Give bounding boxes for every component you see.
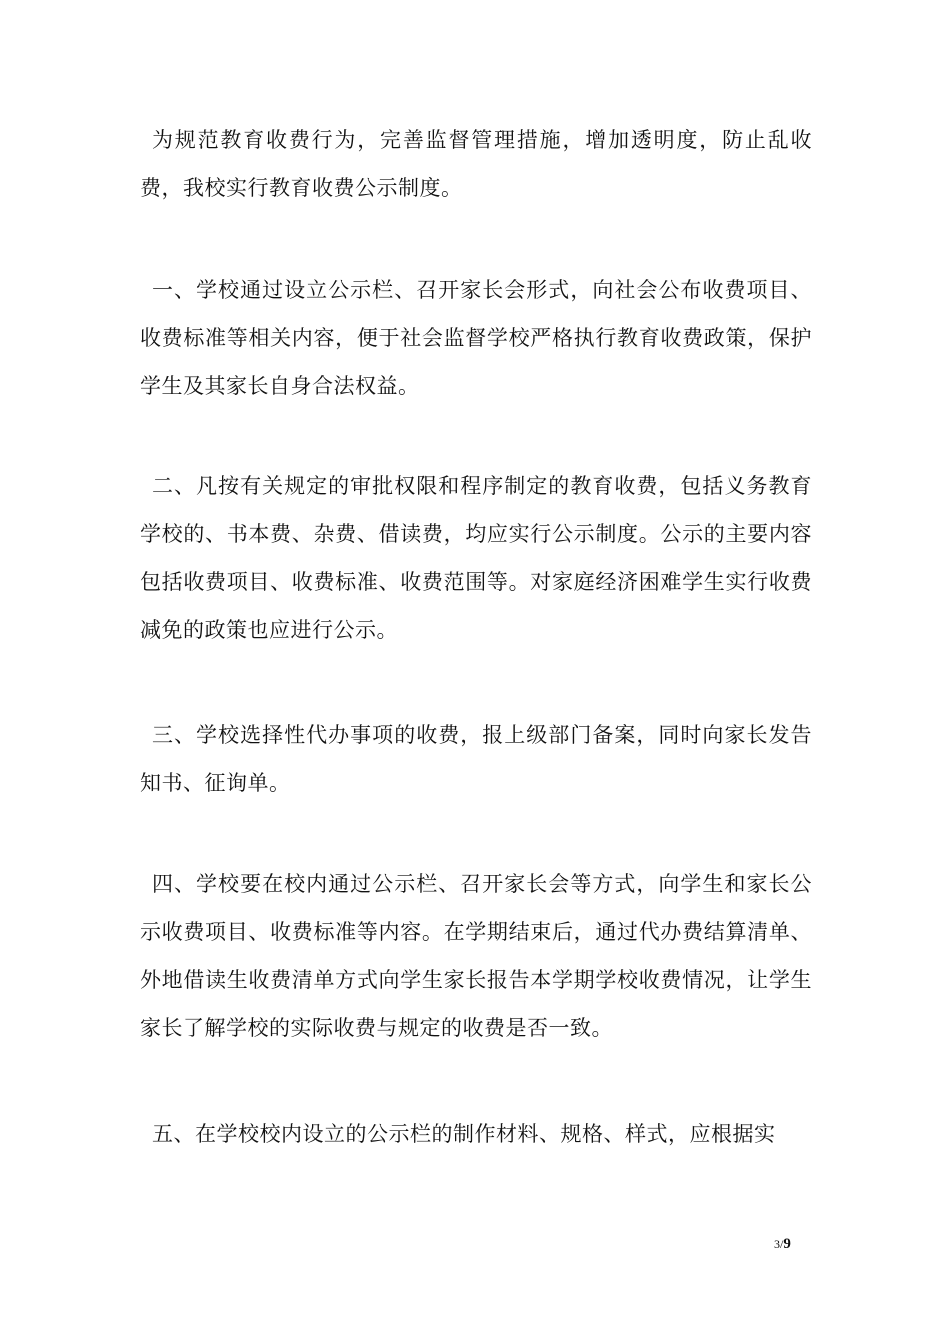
page-total: 9 (783, 1236, 791, 1252)
paragraph-item-2: 二、凡按有关规定的审批权限和程序制定的教育收费，包括义务教育学校的、书本费、杂费、借读费，均应实行公示制度。公示的主要内容包括收费项目、收费标准、收费范围等。对家庭经济困难学生实行收费减免的政策也应进行公示。 (140, 474, 812, 642)
page-separator: / (780, 1237, 784, 1251)
paragraph-intro: 为规范教育收费行为，完善监督管理措施，增加透明度，防止乱收费，我校实行教育收费公示制度。 (140, 128, 812, 200)
page-current: 3 (774, 1237, 780, 1251)
paragraph-item-3: 三、学校选择性代办事项的收费，报上级部门备案，同时向家长发告知书、征询单。 (140, 723, 812, 795)
paragraph-item-1: 一、学校通过设立公示栏、召开家长会形式，向社会公布收费项目、收费标准等相关内容，便于社会监督学校严格执行教育收费政策，保护学生及其家长自身合法权益。 (140, 278, 812, 398)
paragraph-item-5: 五、在学校校内设立的公示栏的制作材料、规格、样式，应根据实 (152, 1122, 776, 1146)
page-number (774, 1236, 791, 1252)
paragraph-item-4: 四、学校要在校内通过公示栏、召开家长会等方式，向学生和家长公示收费项目、收费标准等内容。在学期结束后，通过代办费结算清单、外地借读生收费清单方式向学生家长报告本学期学校收费情况，让学生家长了解学校的实际收费与规定的收费是否一致。 (140, 872, 812, 1040)
